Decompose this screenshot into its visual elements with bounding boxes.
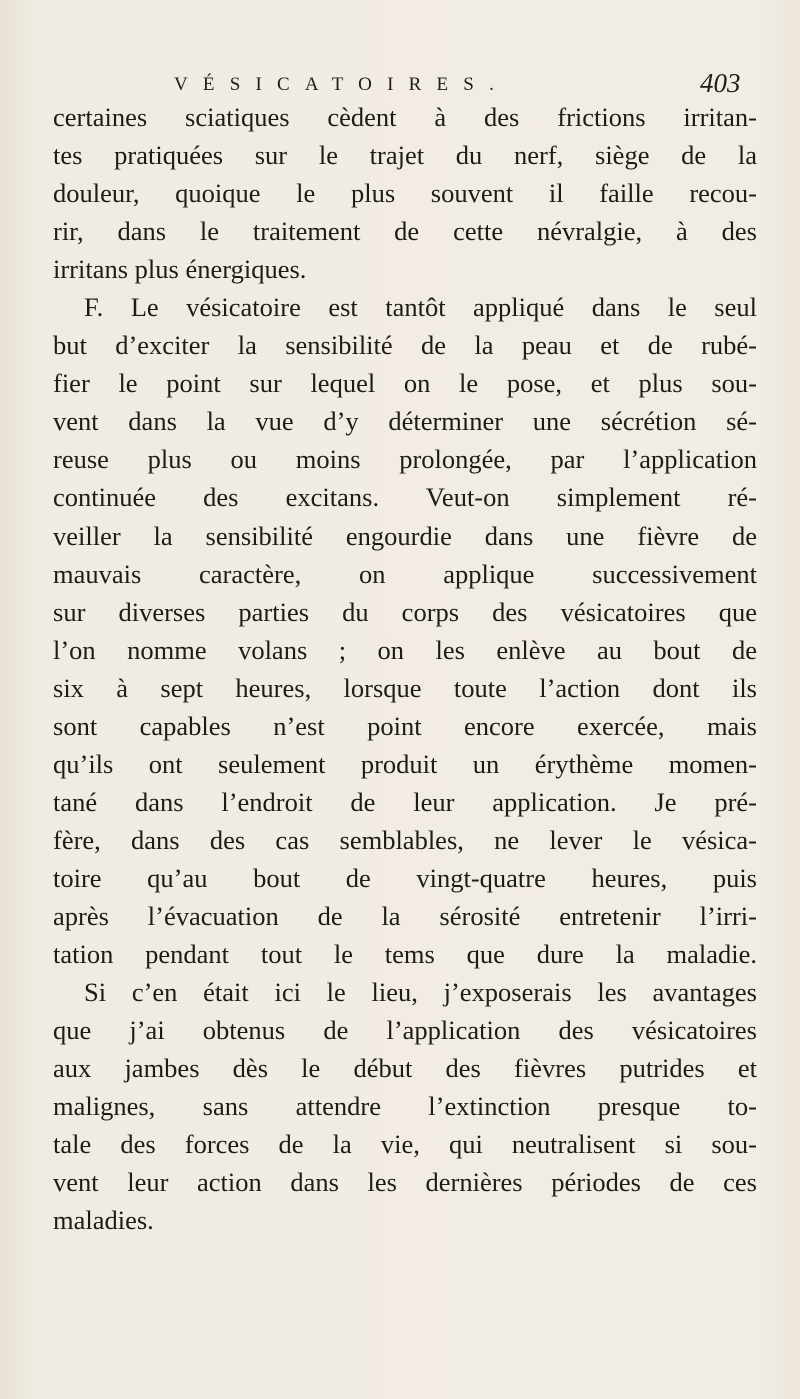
text-line-27: malignes, sans attendre l’extinction presque to-: [53, 1091, 757, 1122]
text-line-4: rir, dans le traitement de cette névralgie, à des: [53, 216, 757, 247]
text-line-5: irritans plus énergiques.: [53, 254, 307, 285]
running-head-title: VÉSICATOIRES.: [174, 74, 510, 95]
text-line-14: sur diverses parties du corps des vésicatoires que: [53, 596, 757, 627]
page-number: 403: [700, 68, 741, 98]
text-line-11: continuée des excitans. Veut-on simplement ré-: [53, 482, 757, 513]
text-line-23: tation pendant tout le tems que dure la maladie.: [53, 939, 757, 970]
text-line-18: qu’ils ont seulement produit un érythème momen-: [53, 748, 757, 779]
text-line-16: six à sept heures, lorsque toute l’action dont ils: [53, 672, 757, 703]
text-line-26: aux jambes dès le début des fièvres putrides et: [53, 1053, 757, 1084]
text-line-6: F. Le vésicatoire est tantôt appliqué dans le seul: [84, 292, 757, 323]
text-line-20: fère, dans des cas semblables, ne lever le vésica-: [53, 824, 757, 855]
text-line-29: vent leur action dans les dernières périodes de ces: [53, 1167, 757, 1198]
text-line-1: certaines sciatiques cèdent à des frictions irritan-: [53, 102, 757, 132]
text-line-30: maladies.: [53, 1205, 154, 1236]
text-line-28: tale des forces de la vie, qui neutralisent si sou-: [53, 1129, 757, 1160]
text-line-13: mauvais caractère, on applique successivement: [53, 558, 757, 589]
text-line-9: vent dans la vue d’y déterminer une sécrétion sé-: [53, 406, 757, 437]
text-line-3: douleur, quoique le plus souvent il faille recou-: [53, 178, 757, 209]
text-line-12: veiller la sensibilité engourdie dans une fièvre de: [53, 520, 757, 551]
text-line-7: but d’exciter la sensibilité de la peau et de rubé-: [53, 330, 757, 361]
text-line-21: toire qu’au bout de vingt-quatre heures, puis: [53, 862, 757, 893]
text-line-17: sont capables n’est point encore exercée, mais: [53, 710, 757, 741]
text-line-15: l’on nomme volans ; on les enlève au bout de: [53, 634, 757, 665]
body-text: [53, 98, 800, 1239]
text-line-22: après l’évacuation de la sérosité entretenir l’irri-: [53, 900, 757, 931]
text-line-2: tes pratiquées sur le trajet du nerf, siège de la: [53, 140, 757, 171]
text-line-10: reuse plus ou moins prolongée, par l’application: [53, 444, 757, 475]
text-line-8: fier le point sur lequel on le pose, et plus sou-: [53, 368, 757, 399]
text-line-25: que j’ai obtenus de l’application des vésicatoires: [53, 1015, 757, 1046]
text-line-19: tané dans l’endroit de leur application. Je pré-: [53, 786, 757, 817]
text-line-24: Si c’en était ici le lieu, j’exposerais les avantages: [84, 977, 757, 1008]
